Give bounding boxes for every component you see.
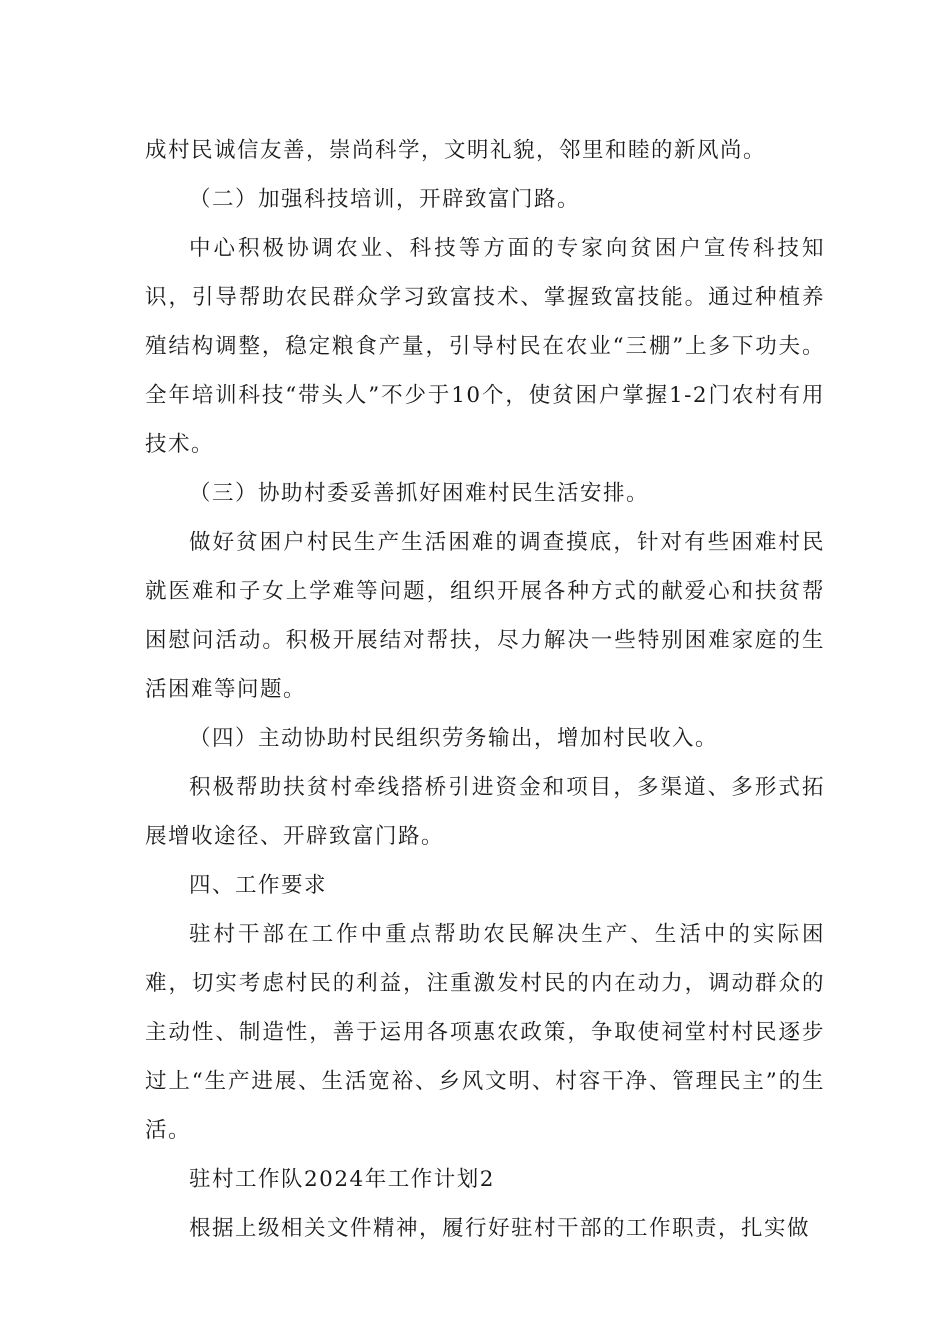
paragraph-income-growth: 积极帮助扶贫村牵线搭桥引进资金和项目，多渠道、多形式拓展增收途径、开辟致富门路。 [145,775,825,849]
paragraph-hardship-support: 做好贫困户村民生产生活困难的调查摸底，针对有些困难村民就医难和子女上学难等问题，组织开展各种方式的献爱心和扶贫帮困慰问活动。积极开展结对帮扶，尽力解决一些特别困难家庭的生活困难等问题。 [145,530,825,702]
paragraph-intro: 根据上级相关文件精神，履行好驻村干部的工作职责，扎实做 [189,1216,811,1241]
section-heading-3: （三）协助村委妥善抓好困难村民生活安排。 [189,481,650,506]
section-heading-4: （四）主动协助村民组织劳务输出，增加村民收入。 [189,726,719,751]
paragraph-continuation: 成村民诚信友善，崇尚科学，文明礼貌，邻里和睦的新风尚。 [145,138,767,163]
paragraph-tech-training: 中心积极协调农业、科技等方面的专家向贫困户宣传科技知识，引导帮助农民群众学习致富技术、掌握致富技能。通过种植养殖结构调整，稳定粮食产量，引导村民在农业“三棚”上多下功夫。全年培训科技“带头人”不少于10个，使贫困户掌握1-2门农村有用技术。 [145,236,825,457]
document-body [145,126,825,1253]
section-heading-work-requirements: 四、工作要求 [189,873,328,898]
document-subtitle: 驻村工作队2024年工作计划2 [189,1167,495,1192]
paragraph-work-requirements: 驻村干部在工作中重点帮助农民解决生产、生活中的实际困难，切实考虑村民的利益，注重激发村民的内在动力，调动群众的主动性、制造性，善于运用各项惠农政策，争取使祠堂村村民逐步过上“生产进展、生活宽裕、乡风文明、村容干净、管理民主”的生活。 [145,922,825,1143]
section-heading-2: （二）加强科技培训，开辟致富门路。 [189,187,581,212]
